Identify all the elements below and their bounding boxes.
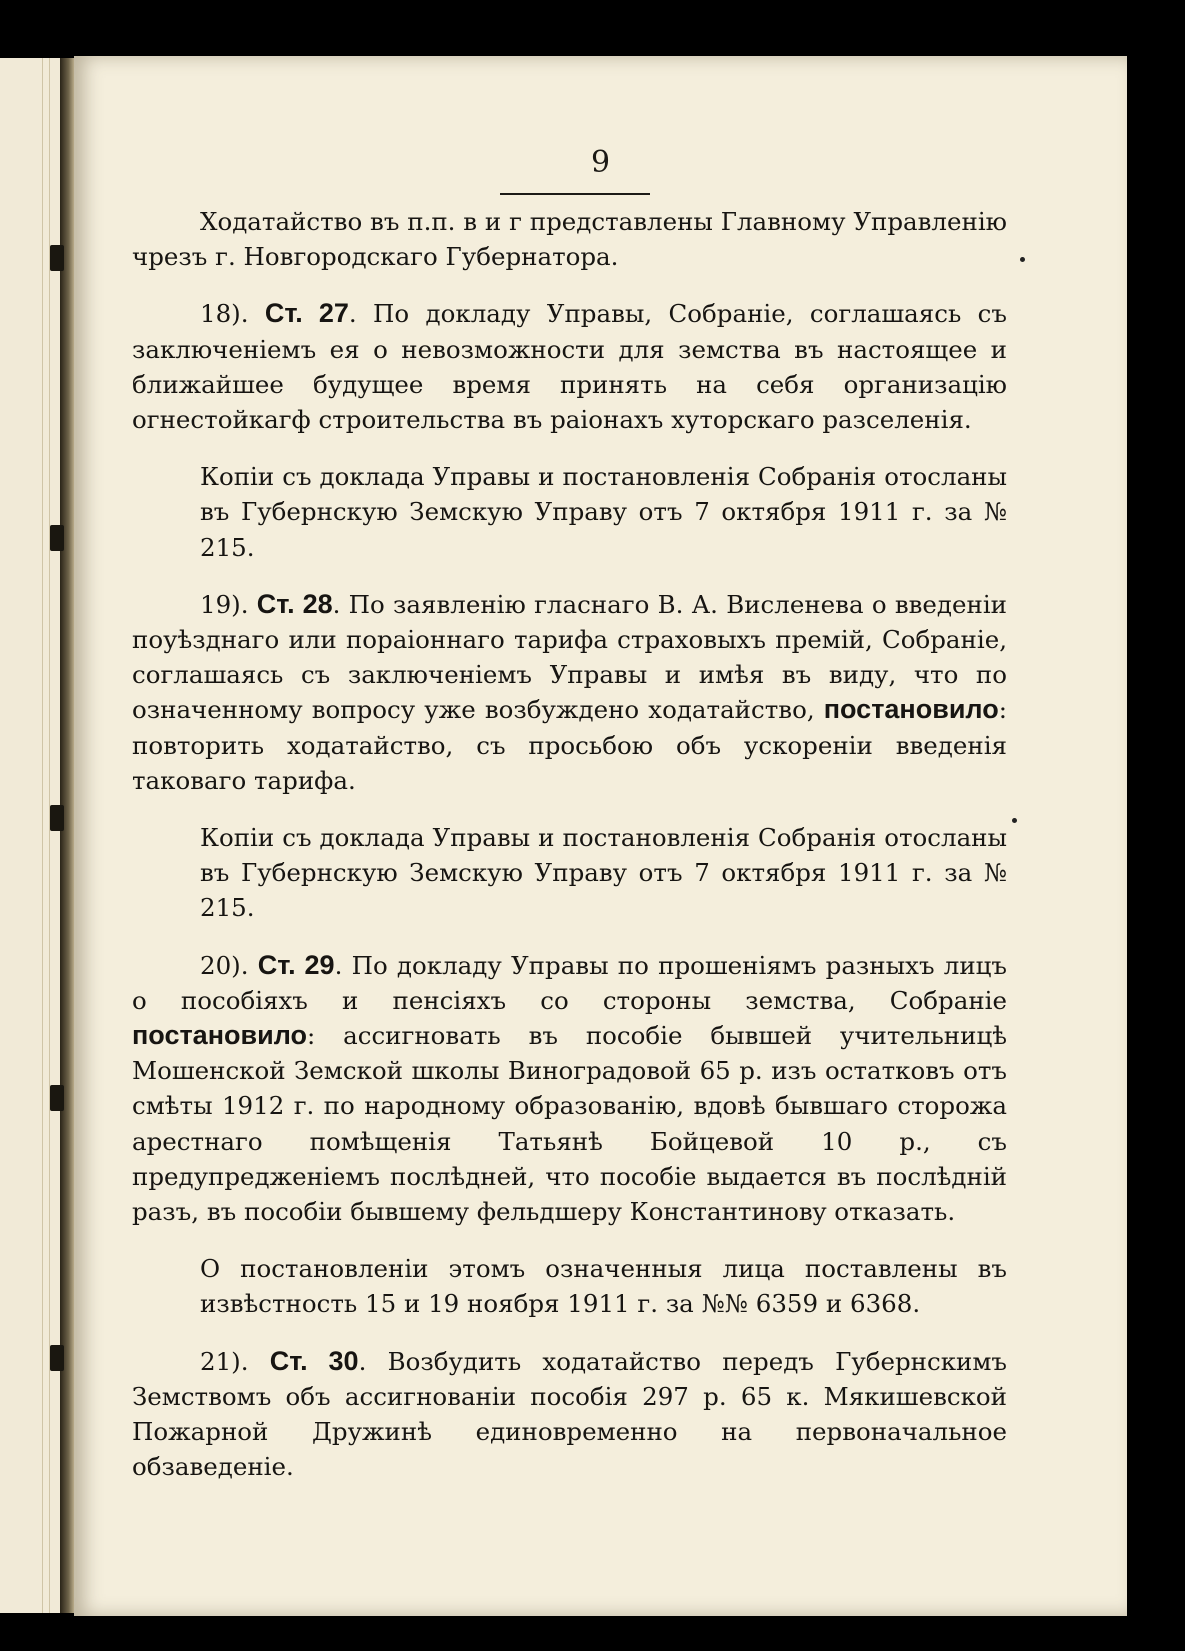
paragraph-text: Ходатайство въ п.п. в и г представлены Главному Управленію чрезъ г. Новгородскаго Губернатора. (132, 207, 1007, 272)
item-number: 19). (200, 589, 257, 619)
paragraph-notification-note (200, 1251, 1007, 1321)
binding-stitch (50, 245, 64, 271)
previous-page-edge (0, 58, 61, 1613)
book-page (74, 56, 1127, 1616)
item-number: 18). (200, 299, 265, 329)
ink-speck (1020, 257, 1025, 262)
paragraph-text: : повторить ходатайство, съ просьбою объ ускореніи введенія таковаго тарифа. (132, 695, 1007, 795)
article-ref: Ст. 30 (269, 1345, 359, 1376)
page-number-rule (500, 193, 650, 195)
article-ref: Ст. 29 (257, 949, 335, 980)
paragraph-item-20 (132, 948, 1007, 1230)
paragraph-item-21 (132, 1344, 1007, 1485)
decision-word: постановило (823, 694, 999, 725)
paragraph-text: . Возбудить ходатайство передъ Губернскимъ Земствомъ объ ассигнованіи пособія 297 р. 65 к. Мякишевской Пожарной Дружинѣ единовременно на первоначальное обзаведеніе. (132, 1346, 1008, 1482)
binding-rule (42, 58, 50, 1613)
paragraph-text: . По заявленію гласнаго В. А. Висленева о введеніи поуѣзднаго или пораіоннаго тарифа страховыхъ премій, Собраніе, соглашаясь съ заключеніемъ Управы и имѣя въ виду, что по означенному вопросу уже возбуждено ходатайство, (132, 589, 1007, 725)
paragraph-text: : ассигновать въ пособіе бывшей учительницѣ Мошенской Земской школы Виноградовой 65 р. изъ остатковъ отъ смѣты 1912 г. по народному образованію, вдовѣ бывшаго сторожа арестнаго помѣщенія Татьянѣ Бойцевой 10 р., съ предупредженіемъ послѣдней, что пособіе выдается въ послѣдній разъ, въ пособіи бывшему фельдшеру Константиновy отказать. (132, 1021, 1007, 1227)
paragraph-text: . По докладу Управы по прошеніямъ разныхъ лицъ о пособіяхъ и пенсіяхъ со стороны земства, Собраніе (132, 950, 1007, 1015)
binding-stitch (50, 1345, 64, 1371)
paragraph-copies-note (200, 820, 1007, 926)
item-number: 21). (200, 1346, 270, 1376)
book-gutter (60, 58, 74, 1613)
paragraph-item-19 (132, 587, 1007, 798)
ink-speck (1012, 818, 1017, 823)
article-ref: Ст. 28 (256, 588, 333, 619)
item-number: 20). (200, 950, 258, 980)
decision-word: постановило (132, 1020, 307, 1051)
paragraph-copies-note (200, 459, 1007, 565)
binding-stitch (50, 1085, 64, 1111)
binding-stitch (50, 525, 64, 551)
paragraph-text: О постановленіи этомъ означенныя лица поставлены въ извѣстность 15 и 19 ноября 1911 г. за №№ 6359 и 6368. (200, 1254, 1007, 1319)
page-number: 9 (590, 145, 611, 180)
paragraph-item-18 (132, 296, 1007, 437)
article-ref: Ст. 27 (264, 298, 349, 329)
paragraph-text: Копіи съ доклада Управы и постановленія Собранія отосланы въ Губернскую Земскую Управу отъ 7 октября 1911 г. за № 215. (200, 823, 1007, 923)
paragraph-text: . По докладу Управы, Собраніе, соглашаясь съ заключеніемъ ея о невозможности для земства въ настоящее и ближайшее будущее время принять на себя организацію огнестойкагф строительства въ раіонахъ хуторскаго разселенія. (132, 299, 1007, 435)
paragraph-text: Копіи съ доклада Управы и постановленія Собранія отосланы въ Губернскую Земскую Управу отъ 7 октября 1911 г. за № 215. (200, 462, 1007, 562)
paragraph-petition-note (132, 204, 1007, 274)
binding-stitch (50, 805, 64, 831)
page-text (132, 204, 1007, 1507)
